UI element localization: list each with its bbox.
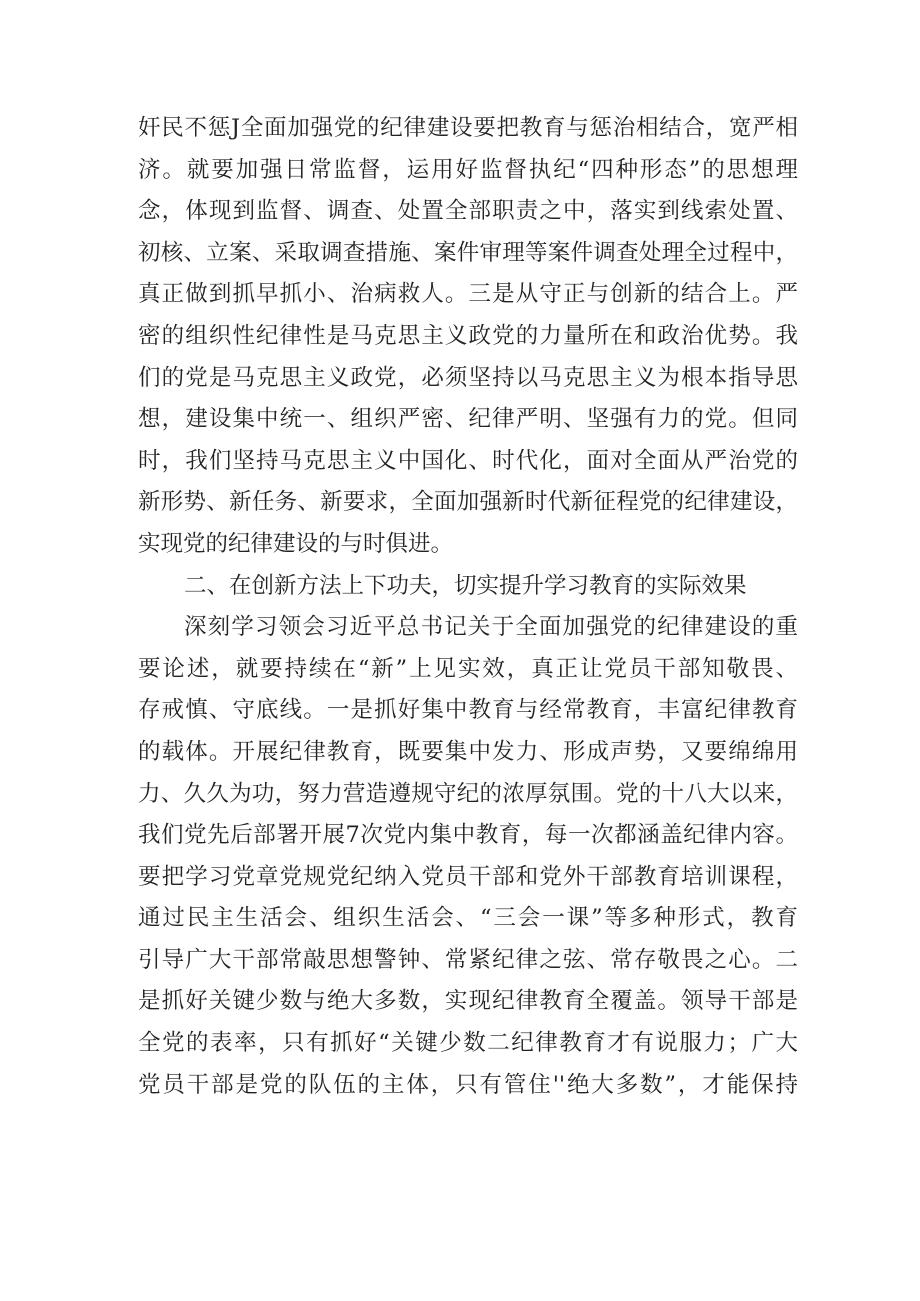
text-line: 真正做到抓早抓小、治病救人。三是从守正与创新的结合上。严 <box>138 281 798 308</box>
text-line: 深刻学习领会习近平总书记关于全面加强党的纪律建设的重 <box>184 614 798 641</box>
heading-line: 二、在创新方法上下功夫，切实提升学习教育的实际效果 <box>184 572 747 599</box>
text-line: 念，体现到监督、调查、处置全部职责之中，落实到线索处置、 <box>138 198 798 225</box>
text-line: 想，建设集中统一、组织严密、纪律严明、坚强有力的党。但同 <box>138 406 798 433</box>
text-line: 们的党是马克思主义政党，必须坚持以马克思主义为根本指导思 <box>138 364 798 391</box>
text-line: 我们党先后部署开展7次党内集中教育，每一次都涵盖纪律内容。 <box>138 822 798 849</box>
document-body <box>138 108 798 1106</box>
text-line: 新形势、新任务、新要求，全面加强新时代新征程党的纪律建设， <box>138 489 798 516</box>
text-line: 全党的表率，只有抓好“关键少数二纪律教育才有说服力；广大 <box>138 1030 798 1057</box>
text-line: 济。就要加强日常监督，运用好监督执纪“四种形态”的思想理 <box>138 156 798 183</box>
text-line: 是抓好关键少数与绝大多数，实现纪律教育全覆盖。领导干部是 <box>138 988 798 1015</box>
text-line: 奸民不惩J全面加强党的纪律建设要把教育与惩治相结合，宽严相 <box>138 115 798 141</box>
paragraph-1 <box>138 108 798 566</box>
text-line: 的载体。开展纪律教育，既要集中发力、形成声势，又要绵绵用 <box>138 738 798 765</box>
text-line: 要把学习党章党规党纪纳入党员干部和党外干部教育培训课程， <box>138 863 798 890</box>
text-line: 时，我们坚持马克思主义中国化、时代化，面对全面从严治党的 <box>138 447 798 474</box>
text-line: 实现党的纪律建设的与时俱进。 <box>138 530 454 557</box>
text-line: 通过民主生活会、组织生活会、“三会一课”等多种形式，教育 <box>138 905 798 932</box>
text-line: 初核、立案、采取调查措施、案件审理等案件调查处理全过程中， <box>138 239 798 266</box>
text-line: 引导广大干部常敲思想警钟、常紧纪律之弦、常存敬畏之心。二 <box>138 946 798 973</box>
text-line: 密的组织性纪律性是马克思主义政党的力量所在和政治优势。我 <box>138 322 798 349</box>
section-heading <box>138 566 798 608</box>
text-line: 党员干部是党的队伍的主体，只有管住''绝大多数”，才能保持 <box>138 1071 798 1098</box>
text-line: 要论述，就要持续在“新”上见实效，真正让党员干部知敬畏、 <box>138 655 798 682</box>
paragraph-2 <box>138 607 798 1106</box>
text-line: 力、久久为功，努力营造遵规守纪的浓厚氛围。党的十八大以来， <box>138 780 798 807</box>
text-line: 存戒慎、守底线。一是抓好集中教育与经常教育，丰富纪律教育 <box>138 697 798 724</box>
